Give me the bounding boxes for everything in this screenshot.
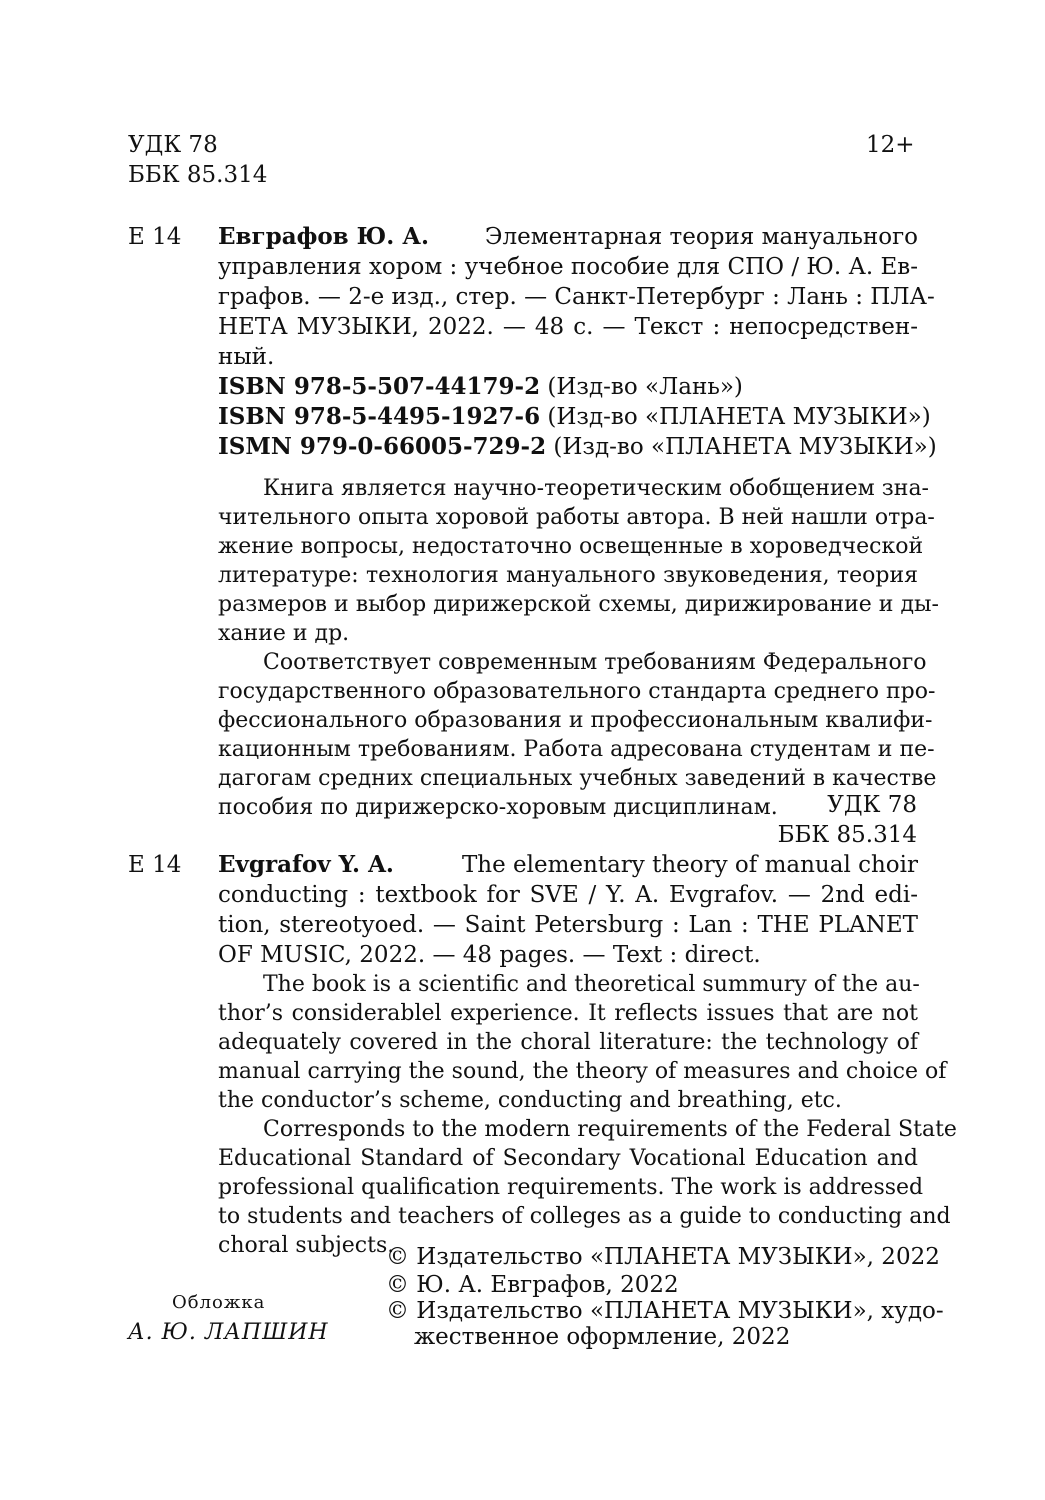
- en-udk-code: УДК 78: [827, 792, 917, 818]
- text-line: manual carrying the sound, the theory of measures and choice of: [218, 1059, 947, 1084]
- text-line: Соответствует современным требованиям Федерального: [263, 650, 927, 675]
- ismn-line: [218, 432, 937, 462]
- udk-code: УДК 78: [128, 132, 218, 158]
- text-line: Corresponds to the modern requirements of the Federal State: [263, 1117, 957, 1142]
- text-line: Книга является научно-теоретическим обобщением зна-: [263, 476, 929, 501]
- ru-entry-line: ный.: [218, 344, 275, 370]
- copyright-line: © Ю. А. Евграфов, 2022: [386, 1272, 679, 1298]
- isbn-number: ISBN 978-5-507-44179-2: [218, 373, 541, 400]
- en-entry-author: Evgrafov Y. A.: [218, 851, 394, 878]
- isbn-publisher: (Изд-во «Лань»): [547, 374, 743, 400]
- cover-label: Обложка: [172, 1292, 266, 1313]
- ismn-publisher: (Изд-во «ПЛАНЕТА МУЗЫКИ»): [553, 434, 937, 460]
- bbk-code: ББК 85.314: [128, 162, 268, 188]
- ru-entry-line: графов. — 2-е изд., стер. — Санкт-Петербург : Лань : ПЛА-: [218, 284, 935, 310]
- age-rating: 12+: [866, 132, 915, 158]
- en-entry-first-line: [218, 850, 918, 880]
- en-entry-line: tion, stereotyoed. — Saint Petersburg : Lan : THE PLANET: [218, 912, 918, 938]
- text-line: the conductor’s scheme, conducting and breathing, etc.: [218, 1088, 842, 1113]
- en-entry-title: The elementary theory of manual choir: [461, 852, 918, 878]
- text-line: adequately covered in the choral literature: the technology of: [218, 1030, 918, 1055]
- copyright-line: © Издательство «ПЛАНЕТА МУЗЫКИ», 2022: [386, 1244, 940, 1270]
- ru-abstract-paragraph-2: [218, 648, 937, 822]
- text-line: фессионального образования и профессиональным квалифи-: [218, 708, 933, 733]
- text-line: дагогам средних специальных учебных заведений в качестве: [218, 766, 937, 791]
- isbn-number: ISBN 978-5-4495-1927-6: [218, 403, 541, 430]
- text-line: государственного образовательного стандарта среднего про-: [218, 679, 936, 704]
- ismn-number: ISMN 979-0-66005-729-2: [218, 433, 547, 460]
- text-line: чительного опыта хоровой работы автора. В ней нашли отра-: [218, 505, 935, 530]
- text-line: кационным требованиям. Работа адресована студентам и пе-: [218, 737, 935, 762]
- cover-designer: А. Ю. ЛАПШИН: [128, 1320, 329, 1345]
- ru-entry-line: НЕТА МУЗЫКИ, 2022. — 48 с. — Текст : непосредствен-: [218, 314, 918, 340]
- text-line: хание и др.: [218, 621, 350, 646]
- ru-entry-code: Е 14: [128, 224, 182, 250]
- text-line: The book is a scientific and theoretical summury of the au-: [263, 972, 920, 997]
- isbn-line: [218, 402, 931, 432]
- text-line: пособия по дирижерско-хоровым дисциплинам.: [218, 795, 778, 820]
- en-entry-line: OF MUSIC, 2022. — 48 pages. — Text : direct.: [218, 942, 761, 968]
- en-bbk-code: ББК 85.314: [777, 822, 917, 848]
- text-line: to students and teachers of colleges as a guide to conducting and: [218, 1204, 951, 1229]
- ru-abstract-paragraph-1: [218, 474, 939, 648]
- text-line: choral subjects.: [218, 1233, 395, 1258]
- isbn-line: [218, 372, 743, 402]
- en-abstract-paragraph-2: [218, 1115, 957, 1260]
- en-abstract-paragraph-1: [218, 970, 947, 1115]
- ru-entry-line: управления хором : учебное пособие для СПО / Ю. А. Ев-: [218, 254, 918, 280]
- copyright-line: © Издательство «ПЛАНЕТА МУЗЫКИ», худо-: [386, 1298, 944, 1324]
- ru-entry-author: Евграфов Ю. А.: [218, 223, 430, 250]
- en-entry-line: conducting : textbook for SVE / Y. A. Evgrafov. — 2nd edi-: [218, 882, 918, 908]
- text-line: thor’s considerablel experience. It reflects issues that are not: [218, 1001, 918, 1026]
- text-line: professional qualification requirements. The work is addressed: [218, 1175, 924, 1200]
- ru-entry-title: Элементарная теория мануального: [484, 224, 918, 250]
- text-line: размеров и выбор дирижерской схемы, дирижирование и ды-: [218, 592, 939, 617]
- text-line: Educational Standard of Secondary Vocational Education and: [218, 1146, 918, 1171]
- copyright-line: жественное оформление, 2022: [414, 1324, 791, 1350]
- isbn-publisher: (Изд-во «ПЛАНЕТА МУЗЫКИ»): [547, 404, 931, 430]
- en-entry-code: Е 14: [128, 852, 182, 878]
- text-line: литературе: технология мануального звуковедения, теория: [218, 563, 918, 588]
- ru-entry-first-line: [218, 222, 918, 252]
- text-line: жение вопросы, недостаточно освещенные в хороведческой: [218, 534, 924, 559]
